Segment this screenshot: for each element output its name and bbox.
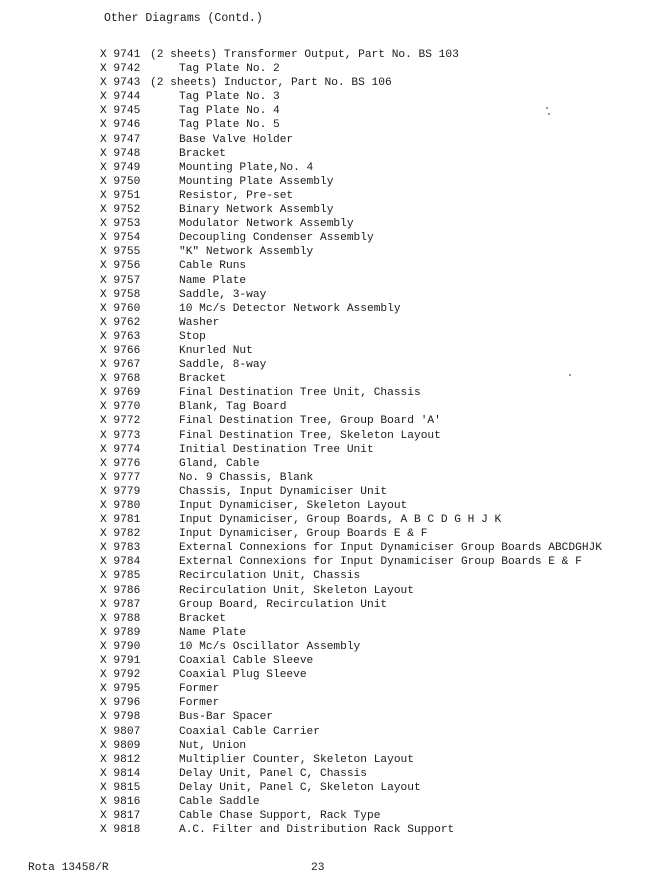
- diagram-title: 10 Mc/s Oscillator Assembly: [179, 640, 361, 653]
- diagram-code: X 9763: [100, 330, 141, 343]
- diagram-code: X 9755: [100, 246, 141, 259]
- diagram-code: X 9814: [100, 767, 141, 780]
- diagram-code: X 9747: [100, 133, 141, 146]
- diagram-title: Base Valve Holder: [179, 133, 294, 146]
- diagram-title: Name Plate: [179, 274, 247, 287]
- diagram-code: X 9791: [100, 655, 141, 668]
- diagram-code: X 9746: [100, 119, 141, 132]
- diagram-code: X 9750: [100, 175, 141, 188]
- diagram-code: X 9748: [100, 147, 141, 160]
- diagram-code: X 9785: [100, 570, 141, 583]
- diagram-title: External Connexions for Input Dynamiciser Group Boards ABCDGHJK: [179, 542, 602, 555]
- paper-speck: [548, 113, 550, 115]
- diagram-code: X 9818: [100, 824, 141, 837]
- diagram-title: Coaxial Cable Sleeve: [179, 655, 314, 668]
- diagram-code: X 9784: [100, 556, 141, 569]
- diagram-code: X 9756: [100, 260, 141, 273]
- diagram-code: X 9758: [100, 288, 141, 301]
- diagram-title: Resistor, Pre-set: [179, 189, 294, 202]
- paper-speck: [546, 107, 548, 109]
- diagram-title: A.C. Filter and Distribution Rack Support: [179, 824, 455, 837]
- diagram-title: Cable Chase Support, Rack Type: [179, 810, 381, 823]
- diagram-title: Input Dynamiciser, Skeleton Layout: [179, 500, 408, 512]
- diagram-code: X 9795: [100, 683, 141, 696]
- diagram-title: Cable Runs: [179, 260, 247, 273]
- diagram-code: X 9816: [100, 795, 141, 808]
- diagram-title: Nut, Union: [179, 739, 247, 752]
- diagram-title: Cable Saddle: [179, 795, 260, 808]
- diagram-title: "K" Network Assembly: [179, 246, 314, 259]
- diagram-title: Gland, Cable: [179, 457, 260, 470]
- diagram-title: (2 sheets) Inductor, Part No. BS 106: [150, 77, 392, 90]
- diagram-title: Mounting Plate Assembly: [179, 175, 334, 188]
- document-reference: Rota 13458/R: [28, 862, 109, 874]
- diagram-code: X 9780: [100, 500, 141, 512]
- diagram-code: X 9788: [100, 612, 141, 625]
- diagram-code: X 9817: [100, 810, 141, 823]
- diagram-title: Final Destination Tree, Group Board 'A': [179, 415, 441, 428]
- diagram-title: Former: [179, 683, 220, 696]
- diagram-title: (2 sheets) Transformer Output, Part No. BS 103: [150, 49, 459, 61]
- diagram-title: Tag Plate No. 2: [179, 63, 280, 76]
- diagram-title: Blank, Tag Board: [179, 401, 287, 414]
- diagram-code: X 9751: [100, 189, 141, 202]
- diagram-code: X 9743: [100, 77, 141, 90]
- diagram-title: Knurled Nut: [179, 344, 253, 357]
- diagram-code: X 9787: [100, 598, 141, 611]
- diagram-code: X 9796: [100, 697, 141, 710]
- diagram-title: External Connexions for Input Dynamiciser Group Boards E & F: [179, 556, 582, 569]
- diagram-title: Washer: [179, 316, 220, 329]
- paper-speck: [569, 374, 571, 376]
- page-number: 23: [311, 862, 325, 874]
- diagram-code: X 9744: [100, 91, 141, 104]
- diagram-code: X 9815: [100, 781, 141, 794]
- diagram-title: Initial Destination Tree Unit: [179, 443, 374, 456]
- diagram-title: Binary Network Assembly: [179, 204, 334, 217]
- diagram-code: X 9777: [100, 471, 141, 484]
- diagram-title: Saddle, 8-way: [179, 359, 267, 372]
- diagram-code: X 9754: [100, 232, 141, 245]
- diagram-code: X 9742: [100, 63, 141, 76]
- diagram-title: Recirculation Unit, Chassis: [179, 570, 361, 583]
- diagram-code: X 9798: [100, 711, 141, 724]
- diagram-title: Coaxial Cable Carrier: [179, 725, 320, 738]
- diagram-title: Group Board, Recirculation Unit: [179, 598, 388, 611]
- diagram-title: Modulator Network Assembly: [179, 218, 354, 231]
- diagram-code: X 9749: [100, 161, 141, 174]
- diagram-title: Delay Unit, Panel C, Skeleton Layout: [179, 781, 421, 794]
- page-heading: Other Diagrams (Contd.): [104, 12, 263, 25]
- diagram-code: X 9760: [100, 302, 141, 315]
- diagram-code: X 9812: [100, 753, 141, 766]
- diagram-title: Input Dynamiciser, Group Boards E & F: [179, 528, 428, 541]
- diagram-code: X 9769: [100, 387, 141, 400]
- diagram-title: Tag Plate No. 3: [179, 91, 280, 104]
- diagram-title: No. 9 Chassis, Blank: [179, 471, 314, 484]
- diagram-code: X 9786: [100, 584, 141, 597]
- diagram-code: X 9792: [100, 669, 141, 682]
- diagram-code: X 9753: [100, 218, 141, 231]
- diagram-code: X 9809: [100, 739, 141, 752]
- diagram-title: Mounting Plate,No. 4: [179, 161, 314, 174]
- diagram-code: X 9782: [100, 528, 141, 541]
- diagram-code: X 9790: [100, 640, 141, 653]
- diagram-title: Tag Plate No. 5: [179, 119, 280, 132]
- diagram-title: Stop: [179, 330, 206, 343]
- diagram-code: X 9789: [100, 626, 141, 639]
- diagram-title: Former: [179, 697, 220, 710]
- diagram-title: Chassis, Input Dynamiciser Unit: [179, 485, 388, 498]
- diagram-code: X 9757: [100, 274, 141, 287]
- diagram-title: Multiplier Counter, Skeleton Layout: [179, 753, 414, 766]
- diagram-code: X 9783: [100, 542, 141, 555]
- diagram-title: Name Plate: [179, 626, 247, 639]
- diagram-code: X 9770: [100, 401, 141, 414]
- diagram-title: Decoupling Condenser Assembly: [179, 232, 374, 245]
- diagram-code: X 9745: [100, 105, 141, 118]
- diagram-code: X 9807: [100, 725, 141, 738]
- diagram-title: Bus-Bar Spacer: [179, 711, 273, 724]
- diagram-code: X 9774: [100, 443, 141, 456]
- diagram-code: X 9776: [100, 457, 141, 470]
- diagram-code: X 9773: [100, 429, 141, 442]
- diagram-title: Tag Plate No. 4: [179, 105, 280, 118]
- diagram-code: X 9762: [100, 316, 141, 329]
- diagram-title: Bracket: [179, 612, 226, 625]
- diagram-title: Coaxial Plug Sleeve: [179, 669, 307, 682]
- diagram-title: Input Dynamiciser, Group Boards, A B C D G H J K: [179, 514, 502, 527]
- diagram-title: Final Destination Tree Unit, Chassis: [179, 387, 421, 400]
- diagram-title: Final Destination Tree, Skeleton Layout: [179, 429, 441, 442]
- diagram-title: 10 Mc/s Detector Network Assembly: [179, 302, 401, 315]
- diagram-title: Bracket: [179, 373, 226, 386]
- diagram-code: X 9772: [100, 415, 141, 428]
- diagram-code: X 9741: [100, 49, 141, 61]
- diagram-title: Bracket: [179, 147, 226, 160]
- diagram-title: Saddle, 3-way: [179, 288, 267, 301]
- diagram-title: Recirculation Unit, Skeleton Layout: [179, 584, 414, 597]
- diagram-code: X 9781: [100, 514, 141, 527]
- diagram-code: X 9768: [100, 373, 141, 386]
- diagram-code: X 9752: [100, 204, 141, 217]
- diagram-code: X 9779: [100, 485, 141, 498]
- diagram-code: X 9767: [100, 359, 141, 372]
- diagram-title: Delay Unit, Panel C, Chassis: [179, 767, 367, 780]
- diagram-code: X 9766: [100, 344, 141, 357]
